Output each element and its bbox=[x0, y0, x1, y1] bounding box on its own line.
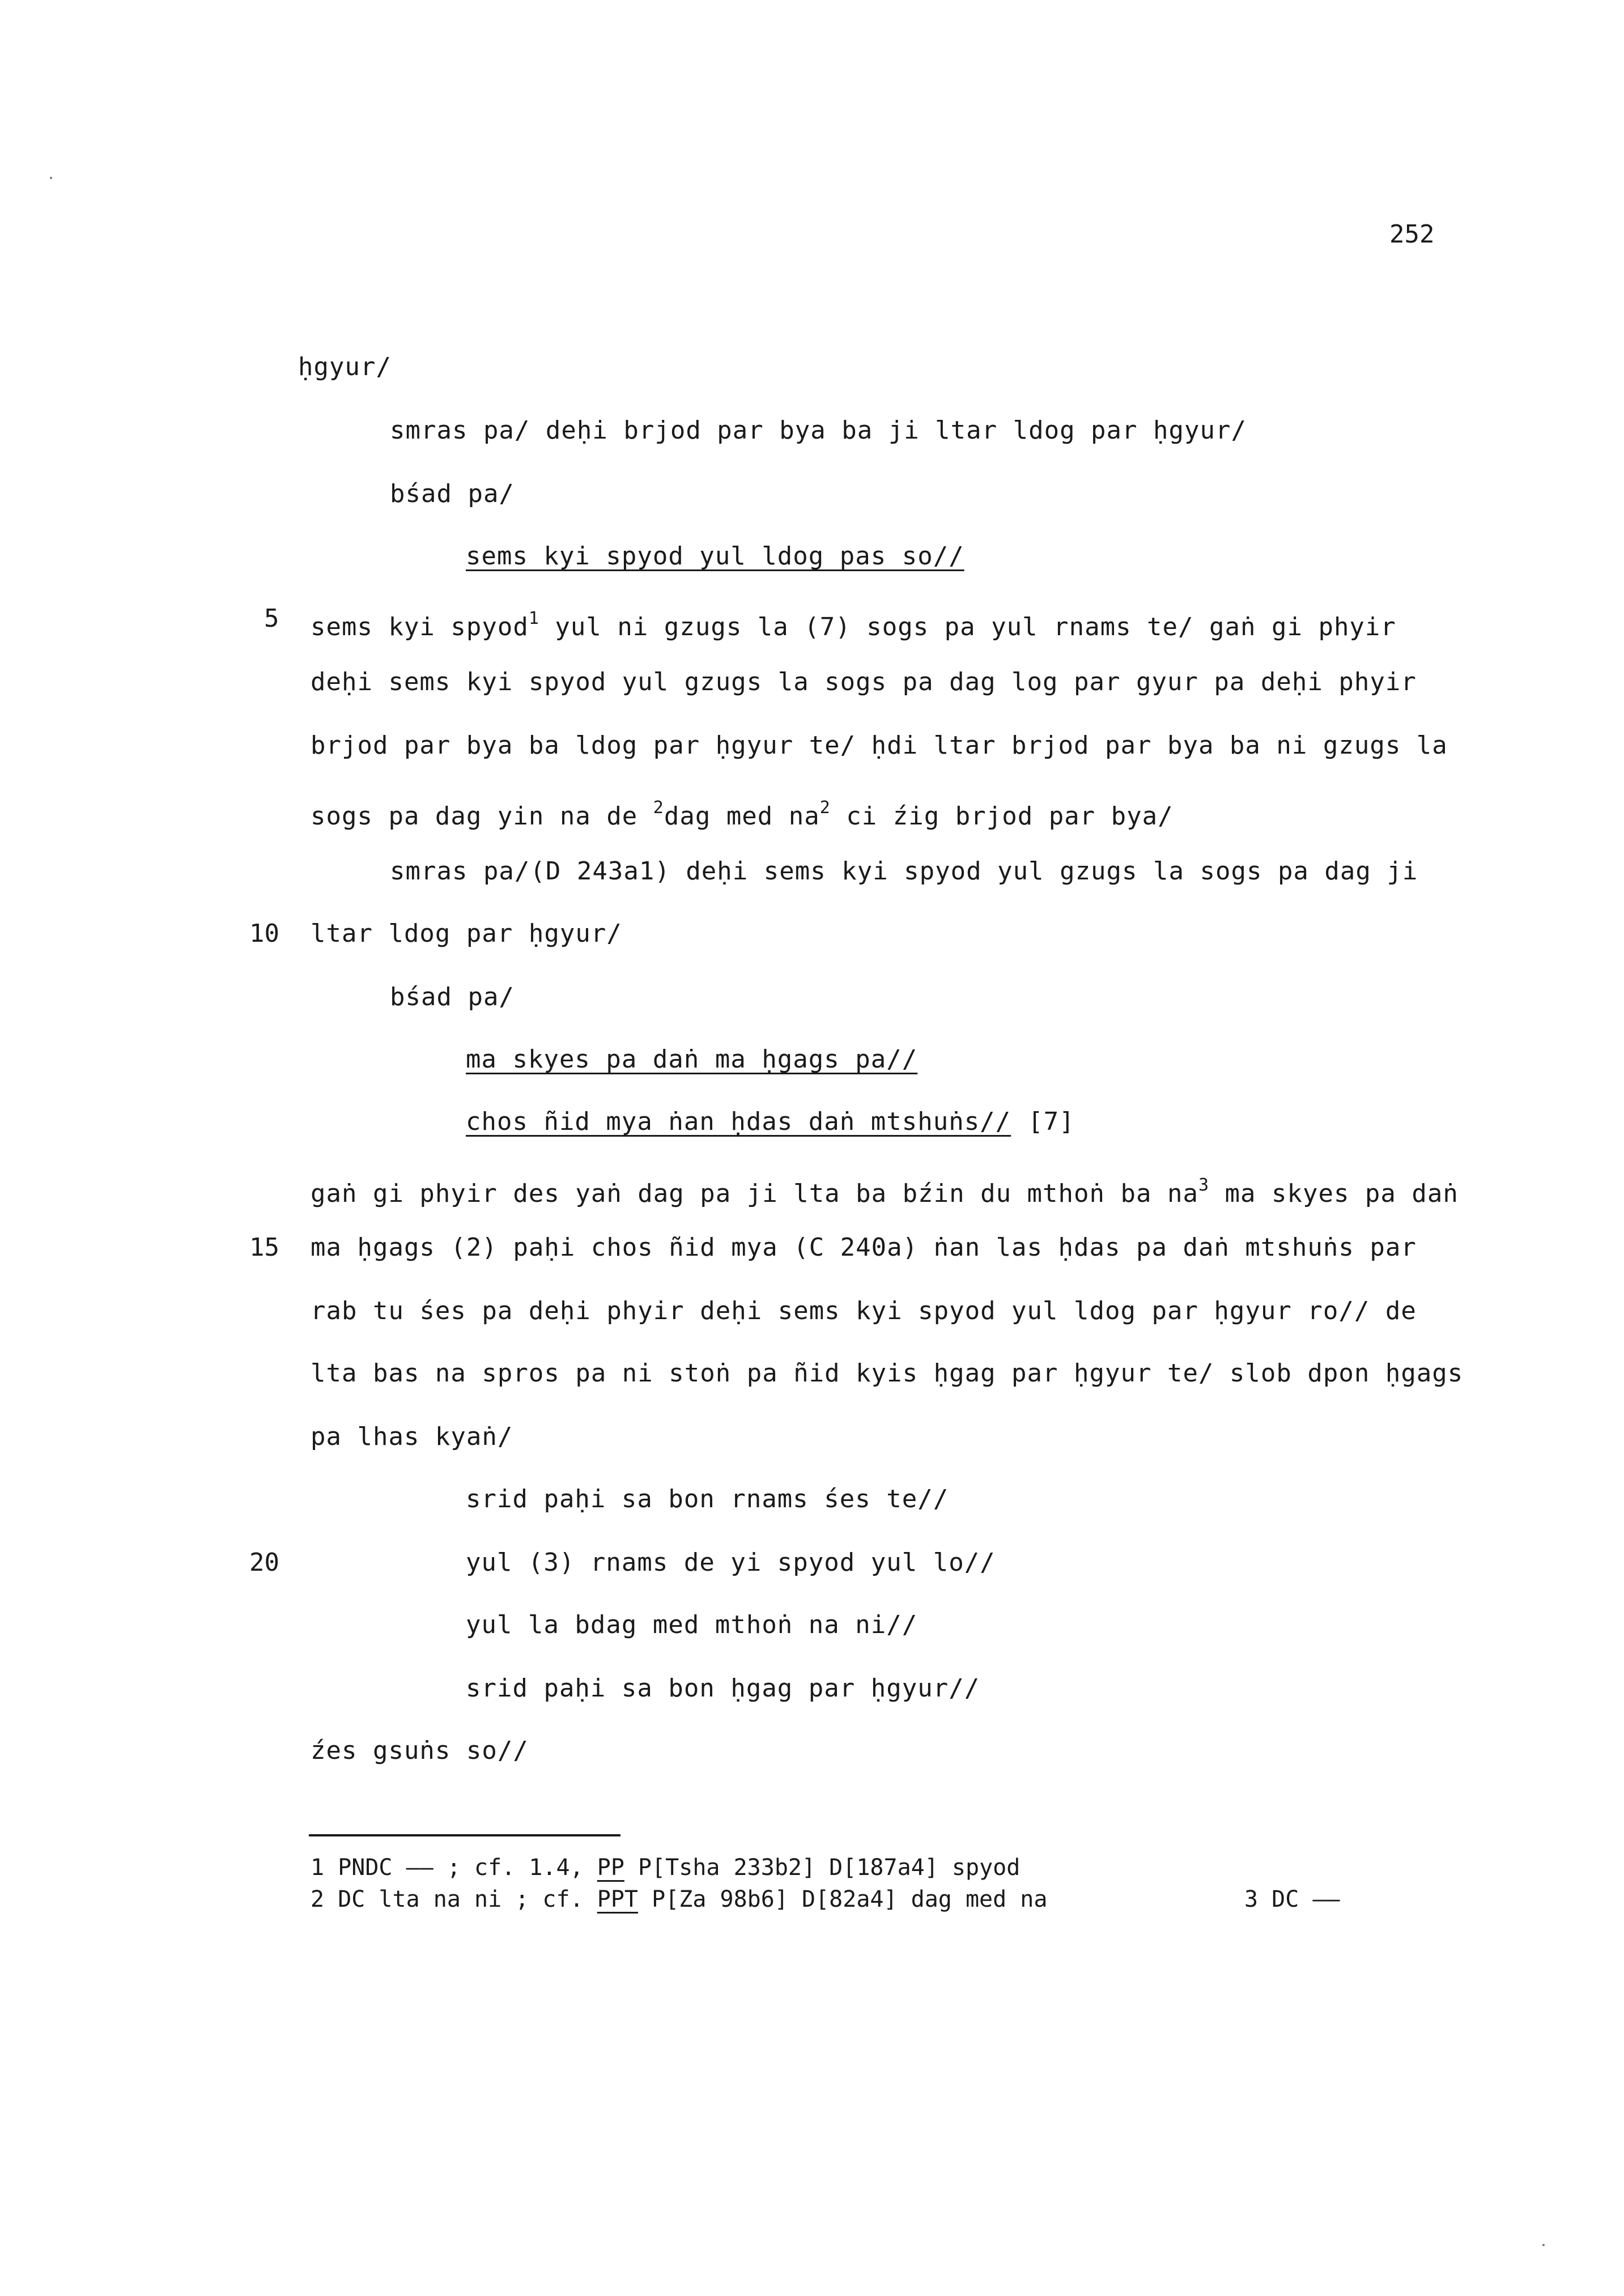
text-line-17: lta bas na spros pa ni stoṅ pa ñid kyis ḥgag par ḥgyur te/ slob dpon ḥgags bbox=[311, 1359, 1464, 1388]
text-line-15: ma ḥgags (2) paḥi chos ñid mya (C 240a) ṅan las ḥdas pa daṅ mtshuṅs par bbox=[311, 1233, 1417, 1262]
footnote-ref-3: 3 bbox=[1198, 1175, 1210, 1195]
footnote-3: 3 DC —— bbox=[1244, 1886, 1340, 1912]
footnote-text: PNDC bbox=[338, 1855, 393, 1881]
text-line-2: smras pa/ deḥi brjod par bya ba ji ltar ldog par ḥgyur/ bbox=[390, 416, 1247, 445]
line-number-15: 15 bbox=[249, 1233, 279, 1262]
scan-speck bbox=[50, 177, 52, 179]
text-line-14 bbox=[311, 1168, 1459, 1211]
footnote-ref-1: 1 bbox=[528, 609, 539, 628]
footnote-ref-2: 2 bbox=[653, 798, 664, 818]
verse-marker: [7] bbox=[1028, 1107, 1075, 1136]
verse-line-2 bbox=[466, 1105, 1075, 1139]
footnote-text: P[Za 98b6] D[82a4] dag med na bbox=[638, 1886, 1048, 1912]
verse-text: chos ñid mya ṅan ḥdas daṅ mtshuṅs// bbox=[466, 1107, 1011, 1136]
verse-line-1: ma skyes pa daṅ ma ḥgags pa// bbox=[466, 1045, 918, 1074]
text-line-23: źes gsuṅs so// bbox=[311, 1736, 529, 1765]
footnote-number: 2 bbox=[311, 1886, 325, 1912]
text-line-18: pa lhas kyaṅ/ bbox=[311, 1422, 513, 1451]
text-segment: gaṅ gi phyir des yaṅ dag pa ji lta ba bźin du mthoṅ ba na bbox=[311, 1179, 1198, 1208]
verse-line-6: srid paḥi sa bon ḥgag par ḥgyur// bbox=[466, 1674, 980, 1703]
line-number-5: 5 bbox=[264, 604, 279, 633]
text-line-3: bśad pa/ bbox=[390, 479, 515, 508]
footnote-source: PPT bbox=[597, 1886, 638, 1912]
line-number-20: 20 bbox=[249, 1548, 279, 1577]
text-line-1: ḥgyur/ bbox=[298, 352, 392, 381]
footnote-2 bbox=[311, 1883, 1047, 1915]
verse-heading: sems kyi spyod yul ldog pas so// bbox=[466, 542, 964, 571]
text-line-8 bbox=[311, 791, 1174, 834]
footnote-rule bbox=[309, 1834, 620, 1836]
text-segment: ma skyes pa daṅ bbox=[1209, 1179, 1459, 1208]
text-segment: sems kyi spyod bbox=[311, 613, 529, 641]
footnote-text: DC lta na ni ; cf. bbox=[338, 1886, 597, 1912]
footnote-text: P[Tsha 233b2] D[187a4] spyod bbox=[624, 1855, 1021, 1881]
scan-speck bbox=[1542, 2244, 1545, 2246]
footnote-source: PP bbox=[597, 1855, 624, 1881]
verse-line-3: srid paḥi sa bon rnams śes te// bbox=[466, 1485, 949, 1513]
text-line-11: bśad pa/ bbox=[390, 983, 515, 1011]
footnote-number: 1 bbox=[311, 1855, 325, 1881]
footnote-1 bbox=[311, 1852, 1020, 1883]
verse-line-5: yul la bdag med mthoṅ na ni// bbox=[466, 1610, 918, 1639]
text-segment: ci źig brjod par bya/ bbox=[830, 802, 1174, 831]
verse-line-4: yul (3) rnams de yi spyod yul lo// bbox=[466, 1548, 996, 1577]
page-number: 252 bbox=[1389, 220, 1435, 249]
footnote-text: —— ; cf. 1.4, bbox=[406, 1855, 597, 1881]
text-segment: dag med na bbox=[664, 802, 820, 831]
text-segment: sogs pa dag yin na de bbox=[311, 802, 653, 831]
text-line-5 bbox=[311, 602, 1396, 644]
text-line-6: deḥi sems kyi spyod yul gzugs la sogs pa dag log par gyur pa deḥi phyir bbox=[311, 667, 1417, 696]
text-line-9: smras pa/(D 243a1) deḥi sems kyi spyod yul gzugs la sogs pa dag ji bbox=[390, 857, 1418, 886]
text-line-7: brjod par bya ba ldog par ḥgyur te/ ḥdi ltar brjod par bya ba ni gzugs la bbox=[311, 731, 1448, 760]
text-segment: yul ni gzugs la (7) sogs pa yul rnams te/ gaṅ gi phyir bbox=[539, 613, 1396, 641]
footnote-ref-2-close: 2 bbox=[819, 798, 831, 818]
line-number-10: 10 bbox=[249, 919, 279, 948]
text-line-10: ltar ldog par ḥgyur/ bbox=[311, 919, 622, 948]
text-line-16: rab tu śes pa deḥi phyir deḥi sems kyi spyod yul ldog par ḥgyur ro// de bbox=[311, 1296, 1417, 1325]
